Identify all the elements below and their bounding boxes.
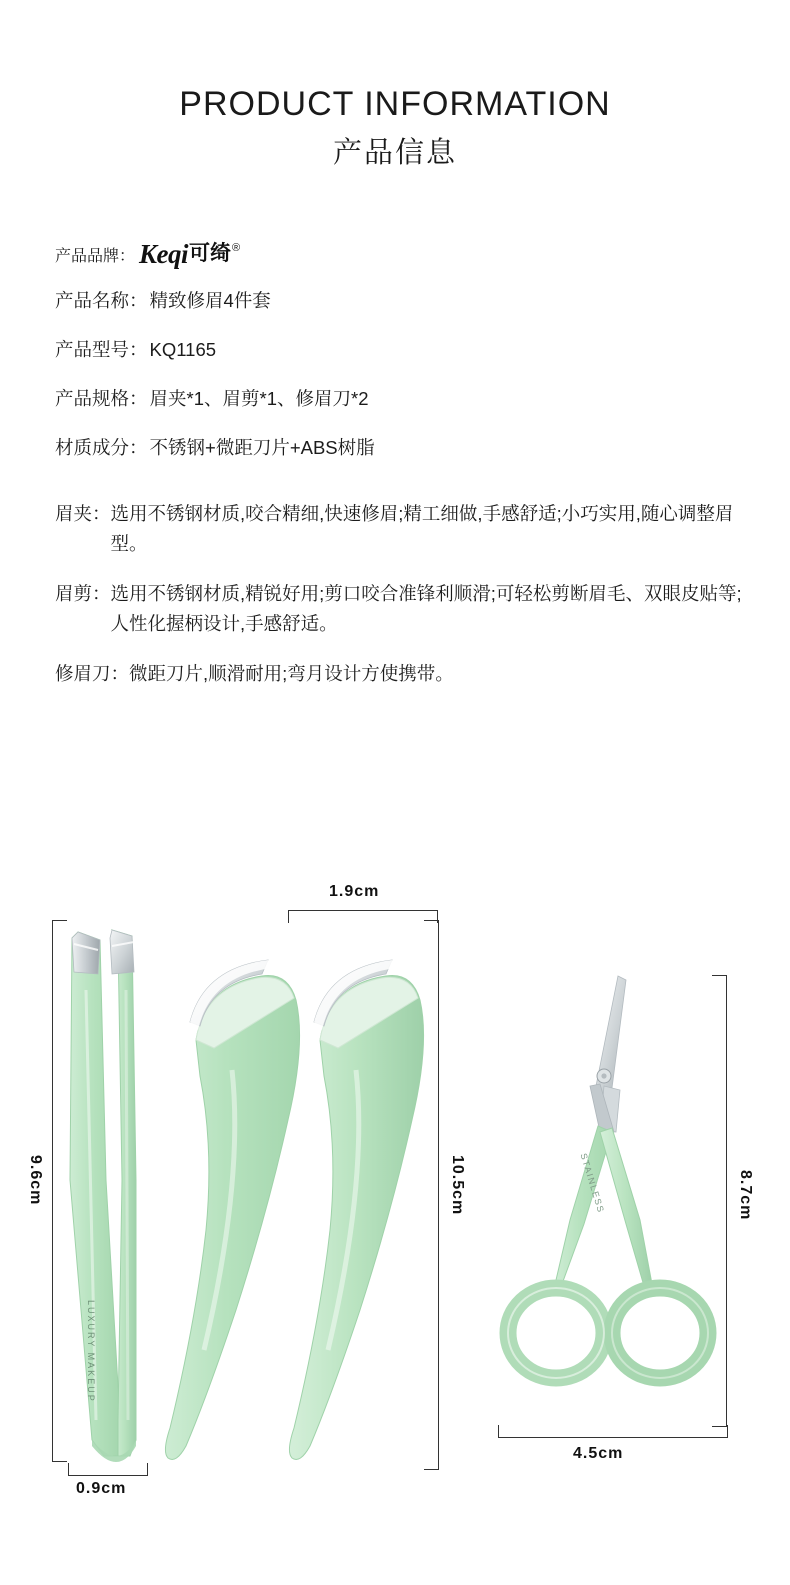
page-title-en: PRODUCT INFORMATION	[179, 85, 611, 123]
spec-row-brand	[55, 241, 745, 268]
description-row-scissors	[55, 579, 755, 639]
product-drawing	[0, 880, 790, 1500]
description-list	[55, 499, 755, 689]
registered-trademark-icon: ®	[232, 242, 241, 255]
eyebrow-razor-1-illustration	[165, 960, 299, 1460]
description-text-razor: 微距刀片,顺滑耐用;弯月设计方使携带。	[129, 663, 454, 685]
spec-row-contents	[55, 386, 745, 413]
tweezer-height-bracket	[52, 920, 67, 1462]
product-illustration	[0, 880, 790, 1500]
spec-label-name: 产品名称：	[55, 290, 148, 312]
brand-logo	[139, 241, 240, 268]
dimension-label-razor-height: 10.5cm	[449, 1155, 466, 1216]
description-label-razor: 修眉刀：	[55, 663, 130, 685]
brand-logo-latin: Keqi	[139, 239, 189, 270]
dimension-label-razor-width: 1.9cm	[329, 883, 380, 900]
page-header	[0, 0, 790, 171]
spec-label-model: 产品型号：	[55, 338, 148, 360]
spec-value-contents: 眉夹*1、眉剪*1、修眉刀*2	[149, 387, 369, 409]
tweezer-width-bracket	[68, 1463, 148, 1476]
description-row-razor	[55, 659, 755, 689]
dimension-label-scissors-width: 4.5cm	[573, 1445, 624, 1462]
description-text-scissors: 选用不锈钢材质,精锐好用;剪口咬合准锋利顺滑;可轻松剪断眉毛、双眼皮贴等;人性化握柄设计,手感舒适。	[110, 583, 742, 635]
page-title-cn: 产品信息	[332, 137, 457, 170]
scissors-engraving-text: STAINLESS	[578, 1152, 607, 1215]
dimension-label-tweezer-height: 9.6cm	[27, 1155, 44, 1206]
scissors-illustration	[508, 976, 708, 1378]
spec-row-name	[55, 288, 745, 315]
dimension-label-tweezer-width: 0.9cm	[76, 1480, 127, 1497]
description-row-tweezer	[55, 499, 755, 559]
tweezer-engraving-text: LUXURY MAKEUP	[86, 1300, 96, 1403]
description-label-tweezer: 眉夹：	[55, 503, 111, 525]
spec-label-brand: 产品品牌：	[55, 248, 136, 266]
razor-width-bracket	[288, 910, 438, 923]
spec-value-name: 精致修眉4件套	[149, 290, 271, 312]
spec-row-model	[55, 337, 745, 364]
brand-logo-cn: 可绮	[189, 242, 232, 266]
tweezer-illustration	[70, 930, 136, 1462]
spec-value-material: 不锈钢+微距刀片+ABS树脂	[149, 436, 375, 458]
spec-label-material: 材质成分：	[55, 436, 148, 458]
razor-height-bracket	[424, 920, 439, 1470]
scissors-height-bracket	[712, 975, 727, 1427]
eyebrow-razor-2-illustration	[289, 960, 423, 1460]
description-text-tweezer: 选用不锈钢材质,咬合精细,快速修眉;精工细做,手感舒适;小巧实用,随心调整眉型。	[110, 503, 734, 555]
spec-list	[55, 241, 745, 461]
dimension-label-scissors-height: 8.7cm	[737, 1170, 754, 1221]
description-label-scissors: 眉剪：	[55, 583, 111, 605]
scissors-width-bracket	[498, 1425, 728, 1438]
spec-label-contents: 产品规格：	[55, 387, 148, 409]
spec-row-material	[55, 435, 745, 462]
spec-value-model: KQ1165	[149, 338, 217, 360]
